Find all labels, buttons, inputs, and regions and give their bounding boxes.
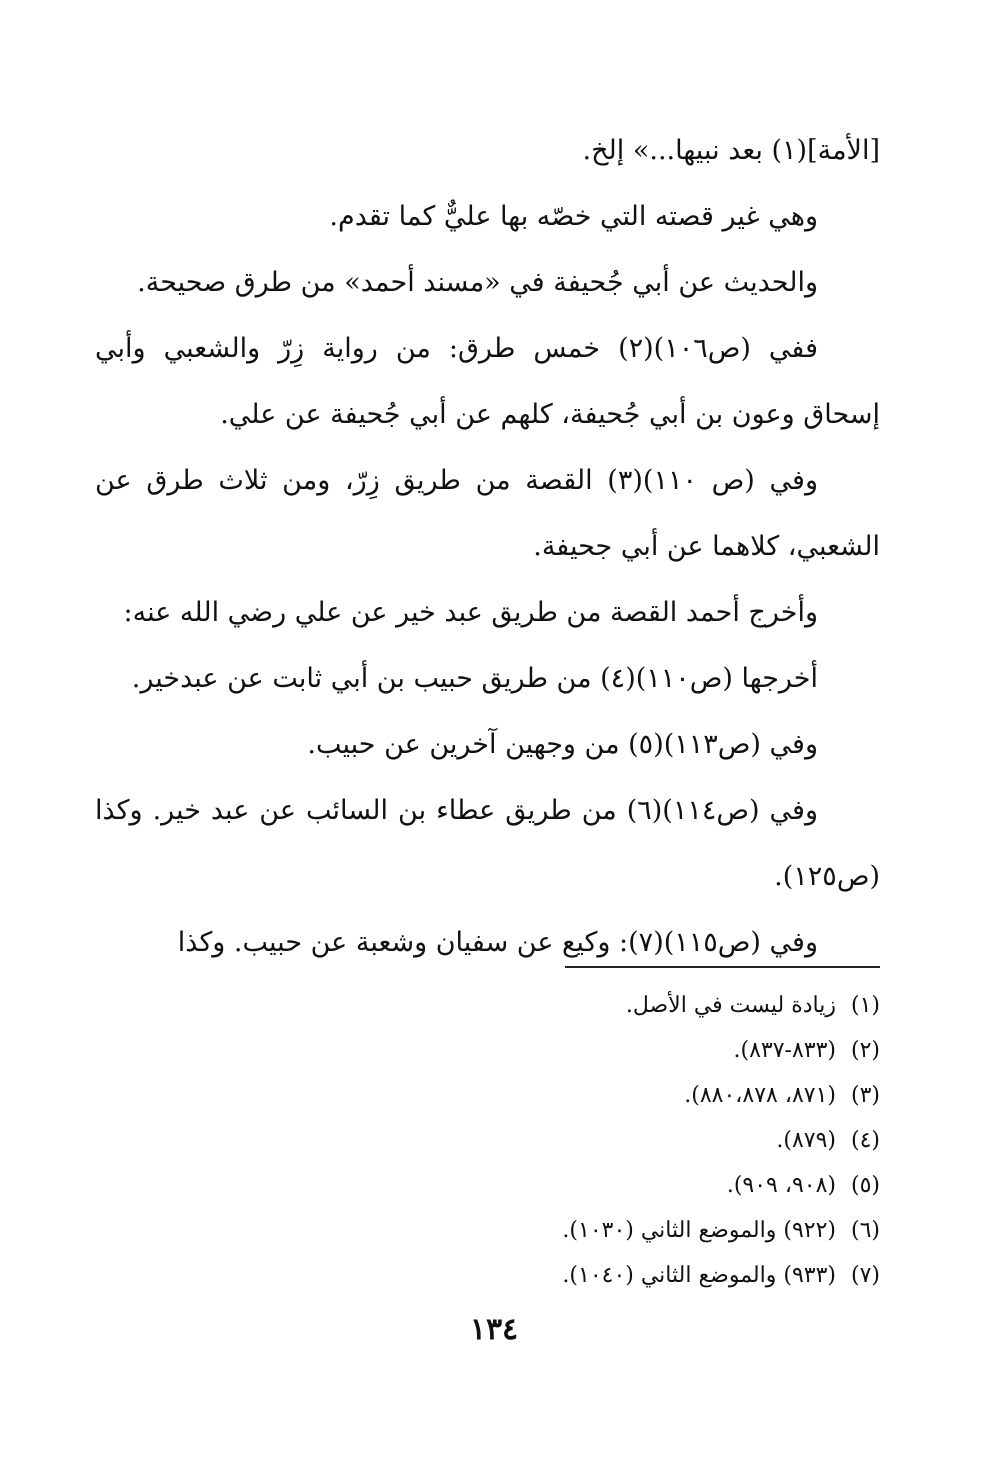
paragraph-5: وفي (ص ١١٠)(٣) القصة من طريق زِرّ، ومن ثلاث طرق عن الشعبي، كلاهما عن أبي جحيفة. bbox=[95, 465, 880, 562]
footnote-text: (٩٢٢) والموضع الثاني (١٠٣٠). bbox=[562, 1218, 836, 1243]
footnote-divider bbox=[565, 966, 880, 968]
footnote-6 bbox=[95, 1208, 880, 1253]
footnote-number: (٢) bbox=[850, 1038, 880, 1063]
paragraph-8: وفي (ص١١٣)(٥) من وجهين آخرين عن حبيب. bbox=[307, 729, 818, 760]
footnote-text: (٨٧٩). bbox=[776, 1128, 836, 1153]
footnote-number: (١) bbox=[850, 993, 880, 1018]
paragraph-4: ففي (ص١٠٦)(٢) خمس طرق: من رواية زِرّ والشعبي وأبي إسحاق وعون بن أبي جُحيفة، كلهم عن أبي جُحيفة عن علي. bbox=[95, 333, 880, 430]
footnote-text: زيادة ليست في الأصل. bbox=[625, 993, 836, 1018]
paragraph-6: وأخرج أحمد القصة من طريق عبد خير عن علي رضي الله عنه: bbox=[123, 597, 818, 628]
paragraph-7: أخرجها (ص١١٠)(٤) من طريق حبيب بن أبي ثابت عن عبدخير. bbox=[131, 663, 818, 694]
footnote-3 bbox=[95, 1073, 880, 1118]
footnote-number: (٣) bbox=[850, 1083, 880, 1108]
paragraph-1: [الأمة](١) بعد نبيها...» إلخ. bbox=[582, 135, 880, 166]
footnote-4 bbox=[95, 1118, 880, 1163]
footnote-7 bbox=[95, 1253, 880, 1298]
paragraph-9: وفي (ص١١٤)(٦) من طريق عطاء بن السائب عن عبد خير. وكذا (ص١٢٥). bbox=[95, 795, 880, 892]
footnote-1 bbox=[95, 983, 880, 1028]
footnote-number: (٥) bbox=[850, 1173, 880, 1198]
footnote-number: (٤) bbox=[850, 1128, 880, 1153]
paragraph-3: والحديث عن أبي جُحيفة في «مسند أحمد» من طرق صحيحة. bbox=[137, 267, 818, 298]
footnote-2 bbox=[95, 1028, 880, 1073]
paragraph-10: وفي (ص١١٥)(٧): وكيع عن سفيان وشعبة عن حبيب. وكذا bbox=[177, 927, 818, 958]
footnote-text: (٨٧١، ٨٨٠،٨٧٨). bbox=[684, 1083, 836, 1108]
main-text bbox=[95, 118, 880, 976]
footnote-text: (٨٣٣-٨٣٧). bbox=[733, 1038, 836, 1063]
footnote-text: (٩٣٣) والموضع الثاني (١٠٤٠). bbox=[562, 1263, 836, 1288]
paragraph-2: وهي غير قصته التي خصّه بها عليٌّ كما تقدم. bbox=[329, 201, 818, 232]
footnote-number: (٧) bbox=[850, 1263, 880, 1288]
footnotes-section bbox=[95, 983, 880, 1298]
page-number: ١٣٤ bbox=[469, 1312, 519, 1347]
footnote-number: (٦) bbox=[850, 1218, 880, 1243]
footnote-5 bbox=[95, 1163, 880, 1208]
footnote-text: (٩٠٨، ٩٠٩). bbox=[726, 1173, 836, 1198]
